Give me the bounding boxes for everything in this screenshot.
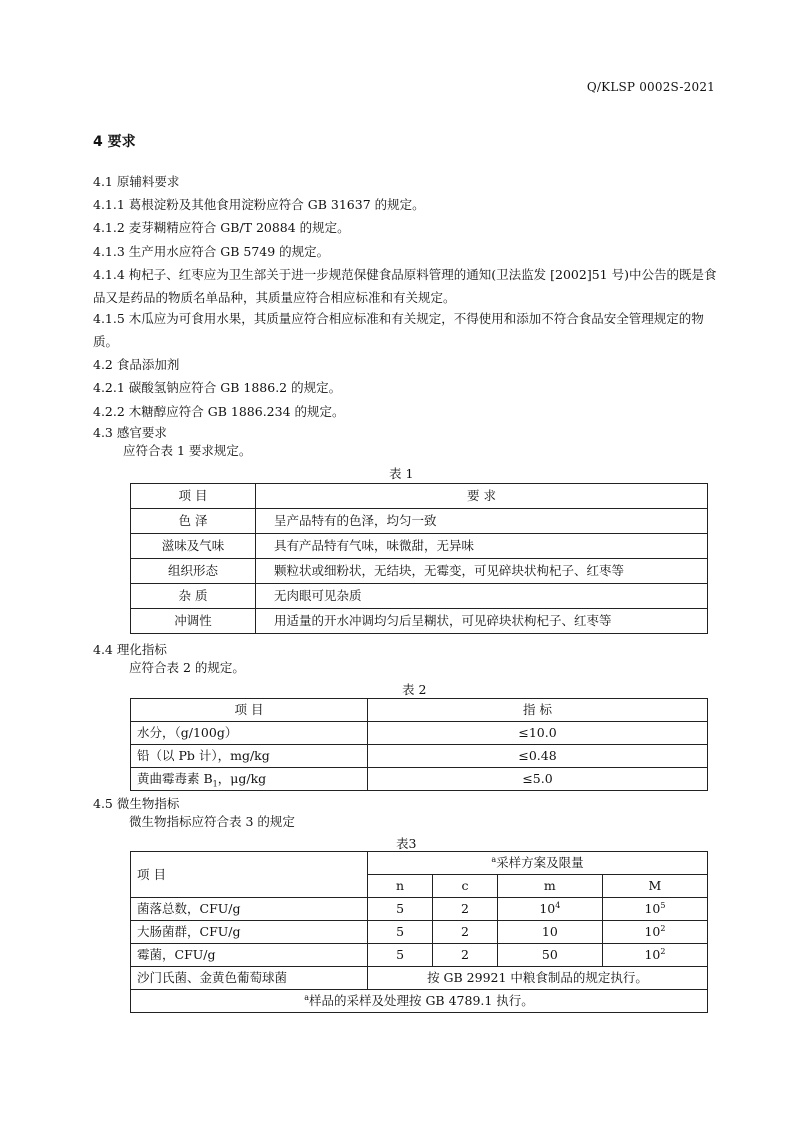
table-cell: 5 bbox=[368, 944, 433, 967]
table-cell: 色 泽 bbox=[131, 509, 256, 534]
table-cell: 具有产品特有气味，味微甜，无异味 bbox=[256, 534, 708, 559]
table-cell: 5 bbox=[368, 921, 433, 944]
table-header-cell: M bbox=[602, 875, 707, 898]
clause-4-2: 4.2 食品添加剂 bbox=[93, 357, 180, 372]
clause-4-4: 4.4 理化指标 bbox=[93, 642, 167, 657]
table-row bbox=[131, 509, 708, 534]
table-cell: ≤0.48 bbox=[368, 745, 708, 768]
value-exponent: 4 bbox=[555, 900, 561, 910]
table-row bbox=[131, 745, 708, 768]
aflatoxin-unit: ，μg/kg bbox=[217, 771, 267, 786]
section-title: 4 要求 bbox=[93, 134, 136, 150]
table-cell: 组织形态 bbox=[131, 559, 256, 584]
table-cell: 铅（以 Pb 计），mg/kg bbox=[131, 745, 368, 768]
clause-4-5: 4.5 微生物指标 bbox=[93, 796, 180, 811]
value-exponent: 5 bbox=[660, 900, 666, 910]
standard-code: Q/KLSP 0002S-2021 bbox=[586, 80, 715, 94]
table-cell: 2 bbox=[433, 944, 498, 967]
aflatoxin-label: 黄曲霉毒素 B bbox=[137, 771, 213, 786]
table-cell: 杂 质 bbox=[131, 584, 256, 609]
table-header-row bbox=[131, 484, 708, 509]
table-cell: ≤5.0 bbox=[368, 768, 708, 791]
table-header-cell: 指 标 bbox=[368, 699, 708, 722]
value-base: 10 bbox=[539, 901, 556, 916]
table-footnote bbox=[131, 990, 708, 1013]
footnote-text: 样品的采样及处理按 GB 4789.1 执行。 bbox=[308, 993, 534, 1008]
clause-4-5-text: 微生物指标应符合表 3 的规定 bbox=[129, 814, 295, 829]
table-header-cell: 项 目 bbox=[131, 699, 368, 722]
table-row bbox=[131, 559, 708, 584]
table1-caption: 表 1 bbox=[389, 466, 414, 481]
table-cell: 大肠菌群，CFU/g bbox=[131, 921, 368, 944]
footnote-marker: a bbox=[304, 992, 309, 1002]
clause-4-3: 4.3 感官要求 bbox=[93, 425, 167, 440]
value-base: 10 bbox=[644, 924, 661, 939]
table-cell bbox=[131, 768, 368, 791]
table-row bbox=[131, 534, 708, 559]
clause-4-2-1: 4.2.1 碳酸氢钠应符合 GB 1886.2 的规定。 bbox=[93, 380, 342, 395]
clause-4-2-2: 4.2.2 木糖醇应符合 GB 1886.234 的规定。 bbox=[93, 404, 345, 419]
table-cell: 滋味及气味 bbox=[131, 534, 256, 559]
table-header-cell: n bbox=[368, 875, 433, 898]
table-cell: 水分，（g/100g） bbox=[131, 722, 368, 745]
table-header-row bbox=[131, 699, 708, 722]
clause-4-1: 4.1 原辅料要求 bbox=[93, 174, 180, 189]
table-cell: 霉菌，CFU/g bbox=[131, 944, 368, 967]
table-cell bbox=[602, 921, 707, 944]
table-row bbox=[131, 768, 708, 791]
clause-4-1-2: 4.1.2 麦芽糊精应符合 GB/T 20884 的规定。 bbox=[93, 220, 350, 235]
table-cell bbox=[497, 898, 602, 921]
table-header-row bbox=[131, 852, 708, 875]
table-cell: 颗粒状或细粉状，无结块，无霉变，可见碎块状枸杞子、红枣等 bbox=[256, 559, 708, 584]
table-row bbox=[131, 722, 708, 745]
table-cell bbox=[497, 944, 602, 967]
table-cell: 呈产品特有的色泽，均匀一致 bbox=[256, 509, 708, 534]
table-header-cell: 项 目 bbox=[131, 852, 368, 898]
table-header-cell: 要 求 bbox=[256, 484, 708, 509]
physicochemical-table bbox=[130, 698, 708, 791]
subscript: 1 bbox=[212, 779, 218, 789]
table-row bbox=[131, 967, 708, 990]
footnote-marker: a bbox=[491, 854, 497, 864]
table-cell: 无肉眼可见杂质 bbox=[256, 584, 708, 609]
clause-4-1-5: 4.1.5 木瓜应为可食用水果，其质量应符合相应标准和有关规定，不得使用和添加不符合食品安全管理规定的物质。 bbox=[93, 311, 704, 349]
clause-4-3-text: 应符合表 1 要求规定。 bbox=[123, 443, 252, 458]
table-cell: 菌落总数，CFU/g bbox=[131, 898, 368, 921]
clause-4-1-1: 4.1.1 葛根淀粉及其他食用淀粉应符合 GB 31637 的规定。 bbox=[93, 197, 425, 212]
table-cell: 沙门氏菌、金黄色葡萄球菌 bbox=[131, 967, 368, 990]
microbiology-table bbox=[130, 851, 708, 1013]
table-cell bbox=[602, 898, 707, 921]
table-header-cell bbox=[368, 852, 708, 875]
value-base: 10 bbox=[541, 924, 558, 939]
table-row bbox=[131, 609, 708, 634]
clause-4-1-3: 4.1.3 生产用水应符合 GB 5749 的规定。 bbox=[93, 244, 330, 259]
table-cell: 2 bbox=[433, 898, 498, 921]
clause-4-4-text: 应符合表 2 的规定。 bbox=[129, 660, 245, 675]
table-footnote-row bbox=[131, 990, 708, 1013]
value-base: 50 bbox=[541, 947, 558, 962]
table-cell: 5 bbox=[368, 898, 433, 921]
sensory-requirements-table bbox=[130, 483, 708, 634]
table-row bbox=[131, 921, 708, 944]
table3-caption: 表3 bbox=[396, 836, 417, 851]
table-row bbox=[131, 944, 708, 967]
plan-header: 采样方案及限量 bbox=[496, 855, 584, 870]
table-cell: 冲调性 bbox=[131, 609, 256, 634]
table-cell: 按 GB 29921 中粮食制品的规定执行。 bbox=[368, 967, 708, 990]
value-base: 10 bbox=[644, 947, 661, 962]
table-cell: 用适量的开水冲调均匀后呈糊状，可见碎块状枸杞子、红枣等 bbox=[256, 609, 708, 634]
table-row bbox=[131, 898, 708, 921]
table-cell bbox=[497, 921, 602, 944]
table-cell bbox=[602, 944, 707, 967]
table-cell: 2 bbox=[433, 921, 498, 944]
value-exponent: 2 bbox=[660, 946, 666, 956]
table2-caption: 表 2 bbox=[402, 682, 427, 697]
clause-4-1-4: 4.1.4 枸杞子、红枣应为卫生部关于进一步规范保健食品原料管理的通知(卫法监发 [2002]51 号)中公告的既是食品又是药品的物质名单品种，其质量应符合相应标准和有关规定。 bbox=[93, 267, 717, 305]
table-cell: ≤10.0 bbox=[368, 722, 708, 745]
table-row bbox=[131, 584, 708, 609]
table-header-cell: 项 目 bbox=[131, 484, 256, 509]
table-header-cell: m bbox=[497, 875, 602, 898]
table-header-cell: c bbox=[433, 875, 498, 898]
value-exponent: 2 bbox=[660, 923, 666, 933]
value-base: 10 bbox=[644, 901, 661, 916]
